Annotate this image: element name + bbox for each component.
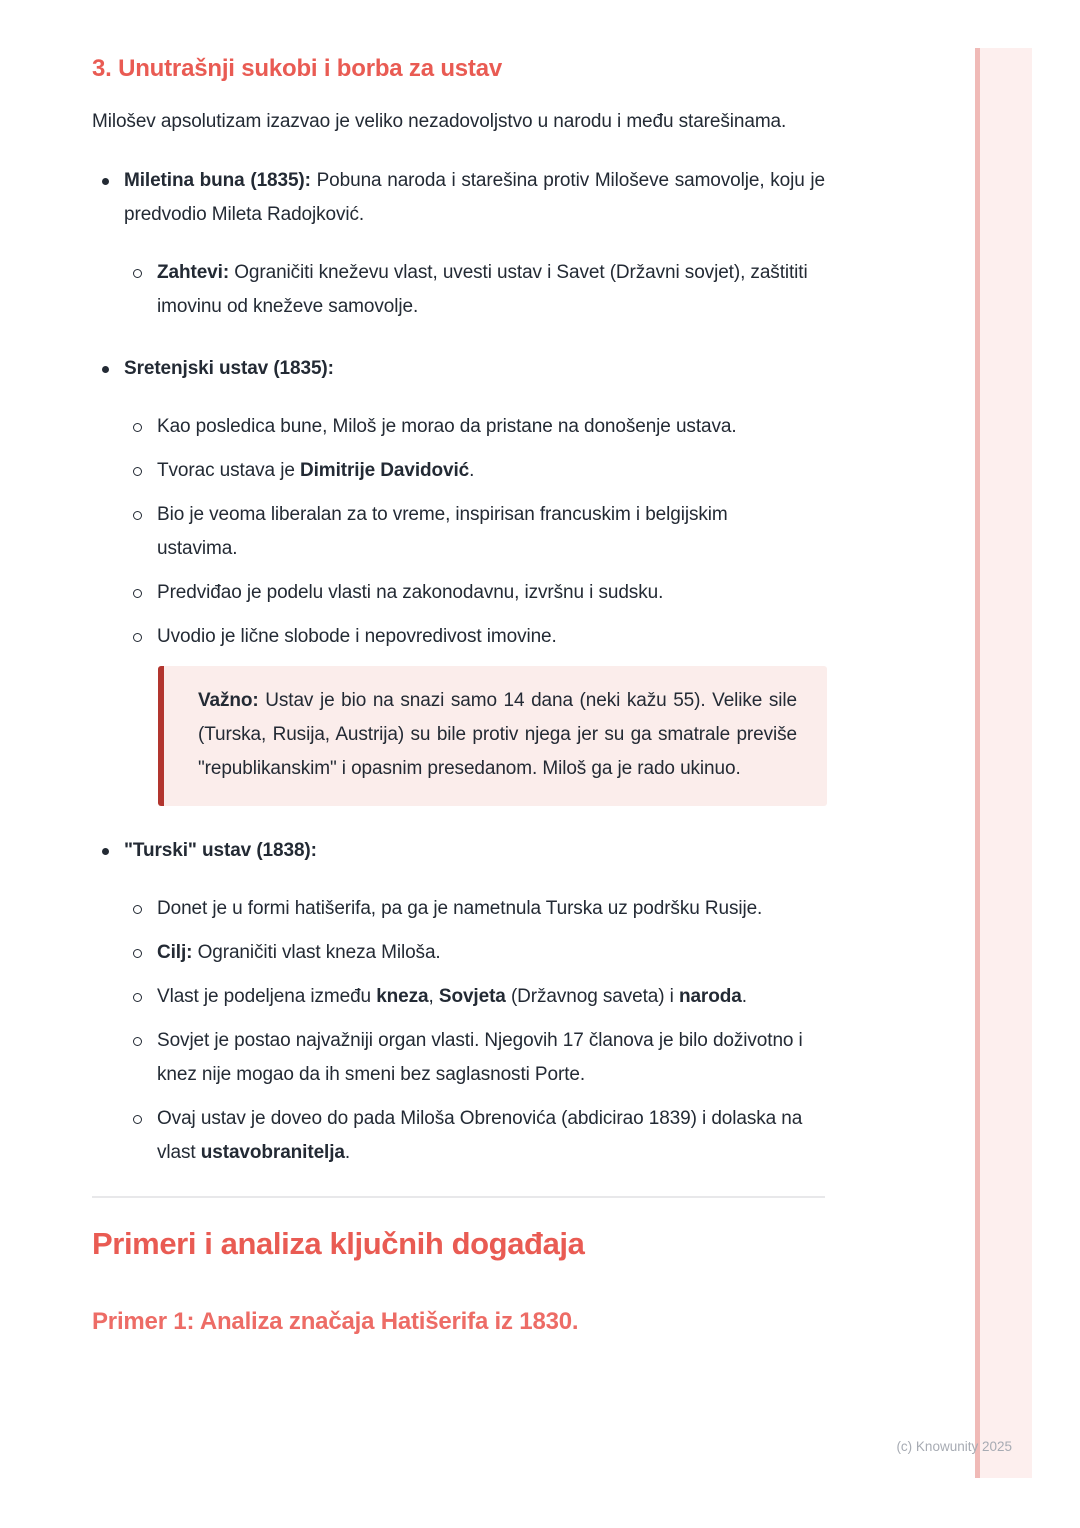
- list-item-text: [124, 352, 825, 386]
- list-item-hatiserif-forma: [124, 892, 825, 926]
- list-item-rest: Pobuna naroda i starešina protiv Miloševe samovolje, koju je predvodio Mileta Radojković.: [124, 170, 825, 225]
- list-item-zahtevi: [124, 256, 825, 324]
- list-item-tvorac-ustava: [124, 454, 825, 488]
- list-item-text: Tvorac ustava je: [157, 460, 300, 481]
- list-item-bold: ustavobranitelja: [200, 1142, 345, 1163]
- list-item-licne-slobode: [124, 620, 825, 654]
- list-item-text: .: [741, 986, 747, 1007]
- list-item-bold: Sovjeta: [438, 986, 506, 1007]
- list-item-text: .: [469, 460, 475, 481]
- list-item-text: Bio je veoma liberalan za to vreme, inspirisan francuskim i belgijskim ustavima.: [157, 504, 728, 559]
- bullet-dot-icon: [102, 178, 109, 185]
- bullet-circle-icon: [133, 269, 142, 278]
- list-item-lead: Zahtevi:: [157, 262, 230, 283]
- bullet-dot-icon: [102, 848, 109, 855]
- list-item-liberalan: [124, 498, 825, 566]
- page-margin-stripe: [975, 48, 1032, 1478]
- examples-heading: Primeri i analiza ključnih događaja: [92, 1226, 585, 1261]
- list-item-podeljena-vlast: [124, 980, 825, 1014]
- section-divider: [92, 1196, 825, 1198]
- intro-paragraph: Milošev apsolutizam izazvao je veliko nezadovoljstvo u narodu i među starešinama.: [92, 111, 787, 132]
- list-item-text: Sovjet je postao najvažniji organ vlasti. Njegovih 17 članova je bilo doživotno i knez nije mogao da ih smeni bez saglasnosti Porte.: [157, 1030, 803, 1085]
- list-item-text: Vlast je podeljena između: [157, 986, 377, 1007]
- list-item-podela-vlasti: [124, 576, 825, 610]
- list-item-bold: naroda: [678, 986, 742, 1007]
- list-item-text: Kao posledica bune, Miloš je morao da pristane na donošenje ustava.: [157, 416, 737, 437]
- list-item-lead: "Turski" ustav (1838):: [124, 840, 317, 861]
- list-item-sretenjski-ustav: [92, 352, 825, 806]
- callout-lead: Važno:: [198, 690, 259, 711]
- list-item-cilj: [124, 936, 825, 970]
- bullet-circle-icon: [133, 511, 142, 520]
- example1-heading: Primer 1: Analiza značaja Hatišerifa iz 1830.: [92, 1308, 579, 1335]
- sublist-miletina: [124, 256, 825, 324]
- bullet-circle-icon: [133, 633, 142, 642]
- bullet-circle-icon: [133, 467, 142, 476]
- section-heading: 3. Unutrašnji sukobi i borba za ustav: [92, 55, 503, 82]
- list-item-text: ,: [428, 986, 439, 1007]
- list-item-lead: Sretenjski ustav (1835):: [124, 358, 334, 379]
- list-item-miletina-buna: [92, 164, 825, 324]
- bullet-circle-icon: [133, 993, 142, 1002]
- list-item-lead: Miletina buna (1835):: [124, 170, 311, 191]
- list-item-text: Ovaj ustav je doveo do pada Miloša Obrenovića (abdicirao 1839) i dolaska na vlast: [157, 1108, 803, 1163]
- bullet-circle-icon: [133, 905, 142, 914]
- sublist-sretenjski: [124, 410, 825, 654]
- bullet-circle-icon: [133, 1115, 142, 1124]
- list-item-lead: Cilj:: [157, 942, 193, 963]
- list-item-text: [124, 164, 825, 232]
- list-item-bold: Dimitrije Davidović: [299, 460, 470, 481]
- list-item-turski-ustav: [92, 834, 825, 1170]
- bullet-circle-icon: [133, 1037, 142, 1046]
- sublist-turski: [124, 892, 825, 1170]
- bullet-circle-icon: [133, 589, 142, 598]
- vazno-callout: [158, 666, 827, 806]
- list-item-sovjet-organ: [124, 1024, 825, 1092]
- bullet-dot-icon: [102, 366, 109, 373]
- list-item-text: (Državnog saveta) i: [505, 986, 679, 1007]
- list-item-text: Predviđao je podelu vlasti na zakonodavnu, izvršnu i sudsku.: [157, 582, 664, 603]
- list-item-text: Donet je u formi hatišerifa, pa ga je nametnula Turska uz podršku Rusije.: [157, 898, 763, 919]
- list-item-pad-milosa: [124, 1102, 825, 1170]
- document-content: [92, 54, 825, 1338]
- list-item-bold: kneza: [376, 986, 429, 1007]
- list-item-text: Uvodio je lične slobode i nepovredivost imovine.: [157, 626, 557, 647]
- copyright-footer: (c) Knowunity 2025: [896, 1439, 1012, 1454]
- bullet-circle-icon: [133, 423, 142, 432]
- list-item-rest: Ograničiti kneževu vlast, uvesti ustav i Savet (Državni sovjet), zaštititi imovinu od kneževe samovolje.: [157, 262, 808, 317]
- list-item-posledica-bune: [124, 410, 825, 444]
- list-item-text: [124, 834, 825, 868]
- outline-list: [92, 164, 825, 1170]
- list-item-text: .: [344, 1142, 351, 1163]
- callout-text: Ustav je bio na snazi samo 14 dana (neki kažu 55). Velike sile (Turska, Rusija, Austrija) su bile protiv njega jer su ga smatrale previše "republikanskim" i opasnim presedanom. Miloš ga je rado ukinuo.: [198, 690, 797, 779]
- list-item-rest: Ograničiti vlast kneza Miloša.: [192, 942, 441, 963]
- bullet-circle-icon: [133, 949, 142, 958]
